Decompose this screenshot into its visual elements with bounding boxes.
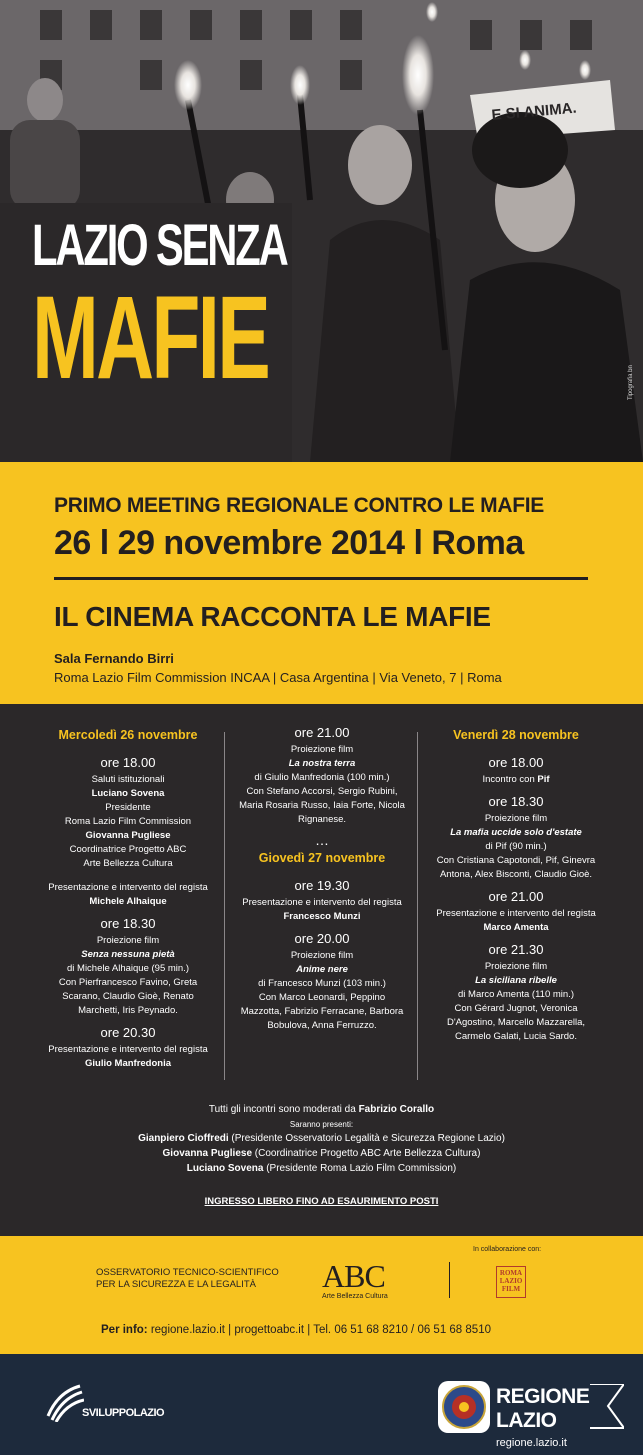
attendee-role: (Coordinatrice Progetto ABC Arte Bellezza Cultura) — [252, 1148, 481, 1159]
event-line: Presentazione e intervento del regista — [48, 882, 208, 893]
attendee — [0, 1161, 643, 1176]
footer — [0, 1354, 643, 1455]
attendee — [0, 1131, 643, 1146]
person-name: Luciano Sovena — [91, 788, 165, 799]
event-line: Proiezione film — [290, 744, 354, 755]
attendee-name: Luciano Sovena — [186, 1163, 264, 1174]
cast-list: Con Gérard Jugnot, Veronica D'Agostino, Marcello Mazzarella, Carmelo Galati, Lucia Sardo. — [446, 1003, 586, 1042]
event-line: Coordinatrice Progetto ABC — [69, 844, 187, 855]
schedule-day-28 — [430, 718, 602, 1044]
cast-list: Con Cristiana Capotondi, Pif, Ginevra Antona, Alex Bisconti, Claudio Gioè. — [436, 855, 596, 880]
sviluppo-lazio-logo: SVILUPPOLAZIO — [82, 1407, 165, 1419]
regione-lazio-line2: LAZIO — [496, 1409, 557, 1432]
event-line: Presidente — [105, 802, 151, 813]
event-line-text: Incontro con — [482, 774, 538, 785]
regione-lazio-emblem-icon — [438, 1381, 490, 1433]
event-line: di Michele Alhaique (95 min.) — [67, 963, 189, 974]
event-line: Presentazione e intervento del regista — [48, 1044, 208, 1055]
schedule-day-26 — [48, 718, 208, 1071]
event-time: ore 18.30 — [488, 794, 544, 809]
event-time: ore 21.00 — [294, 725, 350, 740]
person-name: Pif — [537, 774, 550, 785]
cast-list: Con Pierfrancesco Favino, Greta Scarano, Claudio Gioè, Renato Marchetti, Iris Peynado. — [58, 977, 198, 1016]
film-title: La mafia uccide solo d'estate — [450, 827, 582, 838]
event-line: di Giulio Manfredonia (100 min.) — [254, 772, 390, 783]
event-line: Saluti istituzionali — [91, 774, 165, 785]
column-divider — [224, 732, 225, 1080]
divider — [54, 577, 588, 580]
event-line: di Marco Amenta (110 min.) — [458, 989, 574, 1000]
moderator-text: Tutti gli incontri sono moderati da — [208, 1104, 359, 1115]
free-entry-notice: INGRESSO LIBERO FINO AD ESAURIMENTO POSTI — [204, 1196, 439, 1207]
moderator-line — [0, 1102, 643, 1117]
venue-address: Roma Lazio Film Commission INCAA | Casa Argentina | Via Veneto, 7 | Roma — [54, 670, 502, 685]
attendee-role: (Presidente Osservatorio Legalità e Sicurezza Regione Lazio) — [228, 1133, 505, 1144]
event-line: Proiezione film — [290, 950, 354, 961]
info-line — [101, 1324, 491, 1336]
title-lazio-senza: LAZIO SENZA — [32, 213, 287, 278]
collaboration-label: In collaborazione con: — [473, 1246, 542, 1253]
partners-band — [0, 1236, 643, 1354]
event-line: di Pif (90 min.) — [485, 841, 547, 852]
event-time: ore 18.30 — [100, 916, 156, 931]
attendee-name: Gianpiero Cioffredi — [138, 1133, 229, 1144]
cast-list: Con Marco Leonardi, Peppino Mazzotta, Fabrizio Ferracane, Barbora Bobulova, Anna Ferruzzo. — [240, 992, 404, 1031]
observatory-logo — [96, 1267, 279, 1291]
event-time: ore 18.00 — [100, 755, 156, 770]
title-mafie: MAFIE — [32, 272, 269, 404]
event-subtitle: PRIMO MEETING REGIONALE CONTRO LE MAFIE — [54, 494, 544, 517]
photo-credit: Tipografia bn — [628, 365, 634, 400]
moderation-info — [0, 1102, 643, 1209]
event-line: Presentazione e intervento del regista — [436, 908, 596, 919]
ellipsis: … — [315, 832, 329, 848]
event-time: ore 18.00 — [488, 755, 544, 770]
event-header — [0, 462, 643, 704]
moderator-name: Fabrizio Corallo — [358, 1104, 435, 1115]
attendee-role: (Presidente Roma Lazio Film Commission) — [263, 1163, 457, 1174]
hero-photo — [0, 0, 643, 462]
schedule-day-27 — [238, 724, 406, 1033]
person-name: Giovanna Pugliese — [85, 830, 171, 841]
event-dates: 26 l 29 novembre 2014 l Roma — [54, 524, 524, 562]
attendee-name: Giovanna Pugliese — [162, 1148, 253, 1159]
event-line: Proiezione film — [96, 935, 160, 946]
regione-lazio-url[interactable]: regione.lazio.it — [496, 1437, 567, 1449]
info-text: regione.lazio.it | progettoabc.it | Tel. 06 51 68 8210 / 06 51 68 8510 — [147, 1324, 491, 1336]
attendee — [0, 1146, 643, 1161]
event-line: Arte Bellezza Cultura — [83, 858, 173, 869]
observatory-line: PER LA SICUREZZA E LA LEGALITÀ — [96, 1279, 256, 1290]
event-time: ore 21.30 — [488, 942, 544, 957]
abc-logo: ABC — [322, 1258, 385, 1294]
title-box — [0, 203, 292, 462]
event-time: ore 20.00 — [294, 931, 350, 946]
cast-list: Con Stefano Accorsi, Sergio Rubini, Maria Rosaria Russo, Iaia Forte, Nicola Rignanese. — [239, 786, 405, 825]
event-line: Proiezione film — [484, 813, 548, 824]
abc-subtitle: Arte Bellezza Cultura — [322, 1293, 388, 1300]
day-heading: Giovedì 27 novembre — [258, 851, 386, 865]
person-name: Marco Amenta — [483, 922, 549, 933]
separator — [449, 1262, 450, 1298]
event-line: Roma Lazio Film Commission — [64, 816, 192, 827]
person-name: Francesco Munzi — [283, 911, 361, 922]
sviluppo-lazio-logo-icon — [44, 1382, 84, 1422]
event-line — [430, 773, 602, 787]
event-line: di Francesco Munzi (103 min.) — [258, 978, 386, 989]
venue-name: Sala Fernando Birri — [54, 651, 174, 666]
event-line: Proiezione film — [484, 961, 548, 972]
film-title: Anime nere — [296, 964, 348, 975]
program-title: IL CINEMA RACCONTA LE MAFIE — [54, 601, 491, 632]
person-name: Michele Alhaique — [89, 896, 167, 907]
column-divider — [417, 732, 418, 1080]
person-name: Giulio Manfredonia — [84, 1058, 172, 1069]
event-time: ore 20.30 — [100, 1025, 156, 1040]
info-label: Per info: — [101, 1324, 148, 1336]
day-heading: Venerdì 28 novembre — [453, 728, 579, 742]
film-title: La nostra terra — [288, 758, 356, 769]
event-time: ore 21.00 — [488, 889, 544, 904]
regione-lazio-line1: REGIONE — [496, 1385, 590, 1408]
roma-lazio-film-commission-logo: ROMA LAZIO FILM — [496, 1266, 526, 1298]
film-title: Senza nessuna pietà — [81, 949, 175, 960]
event-line: Presentazione e intervento del regista — [242, 897, 402, 908]
attendees-heading: Saranno presenti: — [289, 1120, 354, 1129]
film-title: La siciliana ribelle — [475, 975, 557, 986]
day-heading: Mercoledì 26 novembre — [58, 728, 198, 742]
banner-text: E SI ANIMA. — [490, 99, 578, 124]
observatory-line: OSSERVATORIO TECNICO-SCIENTIFICO — [96, 1267, 279, 1278]
event-time: ore 19.30 — [294, 878, 350, 893]
